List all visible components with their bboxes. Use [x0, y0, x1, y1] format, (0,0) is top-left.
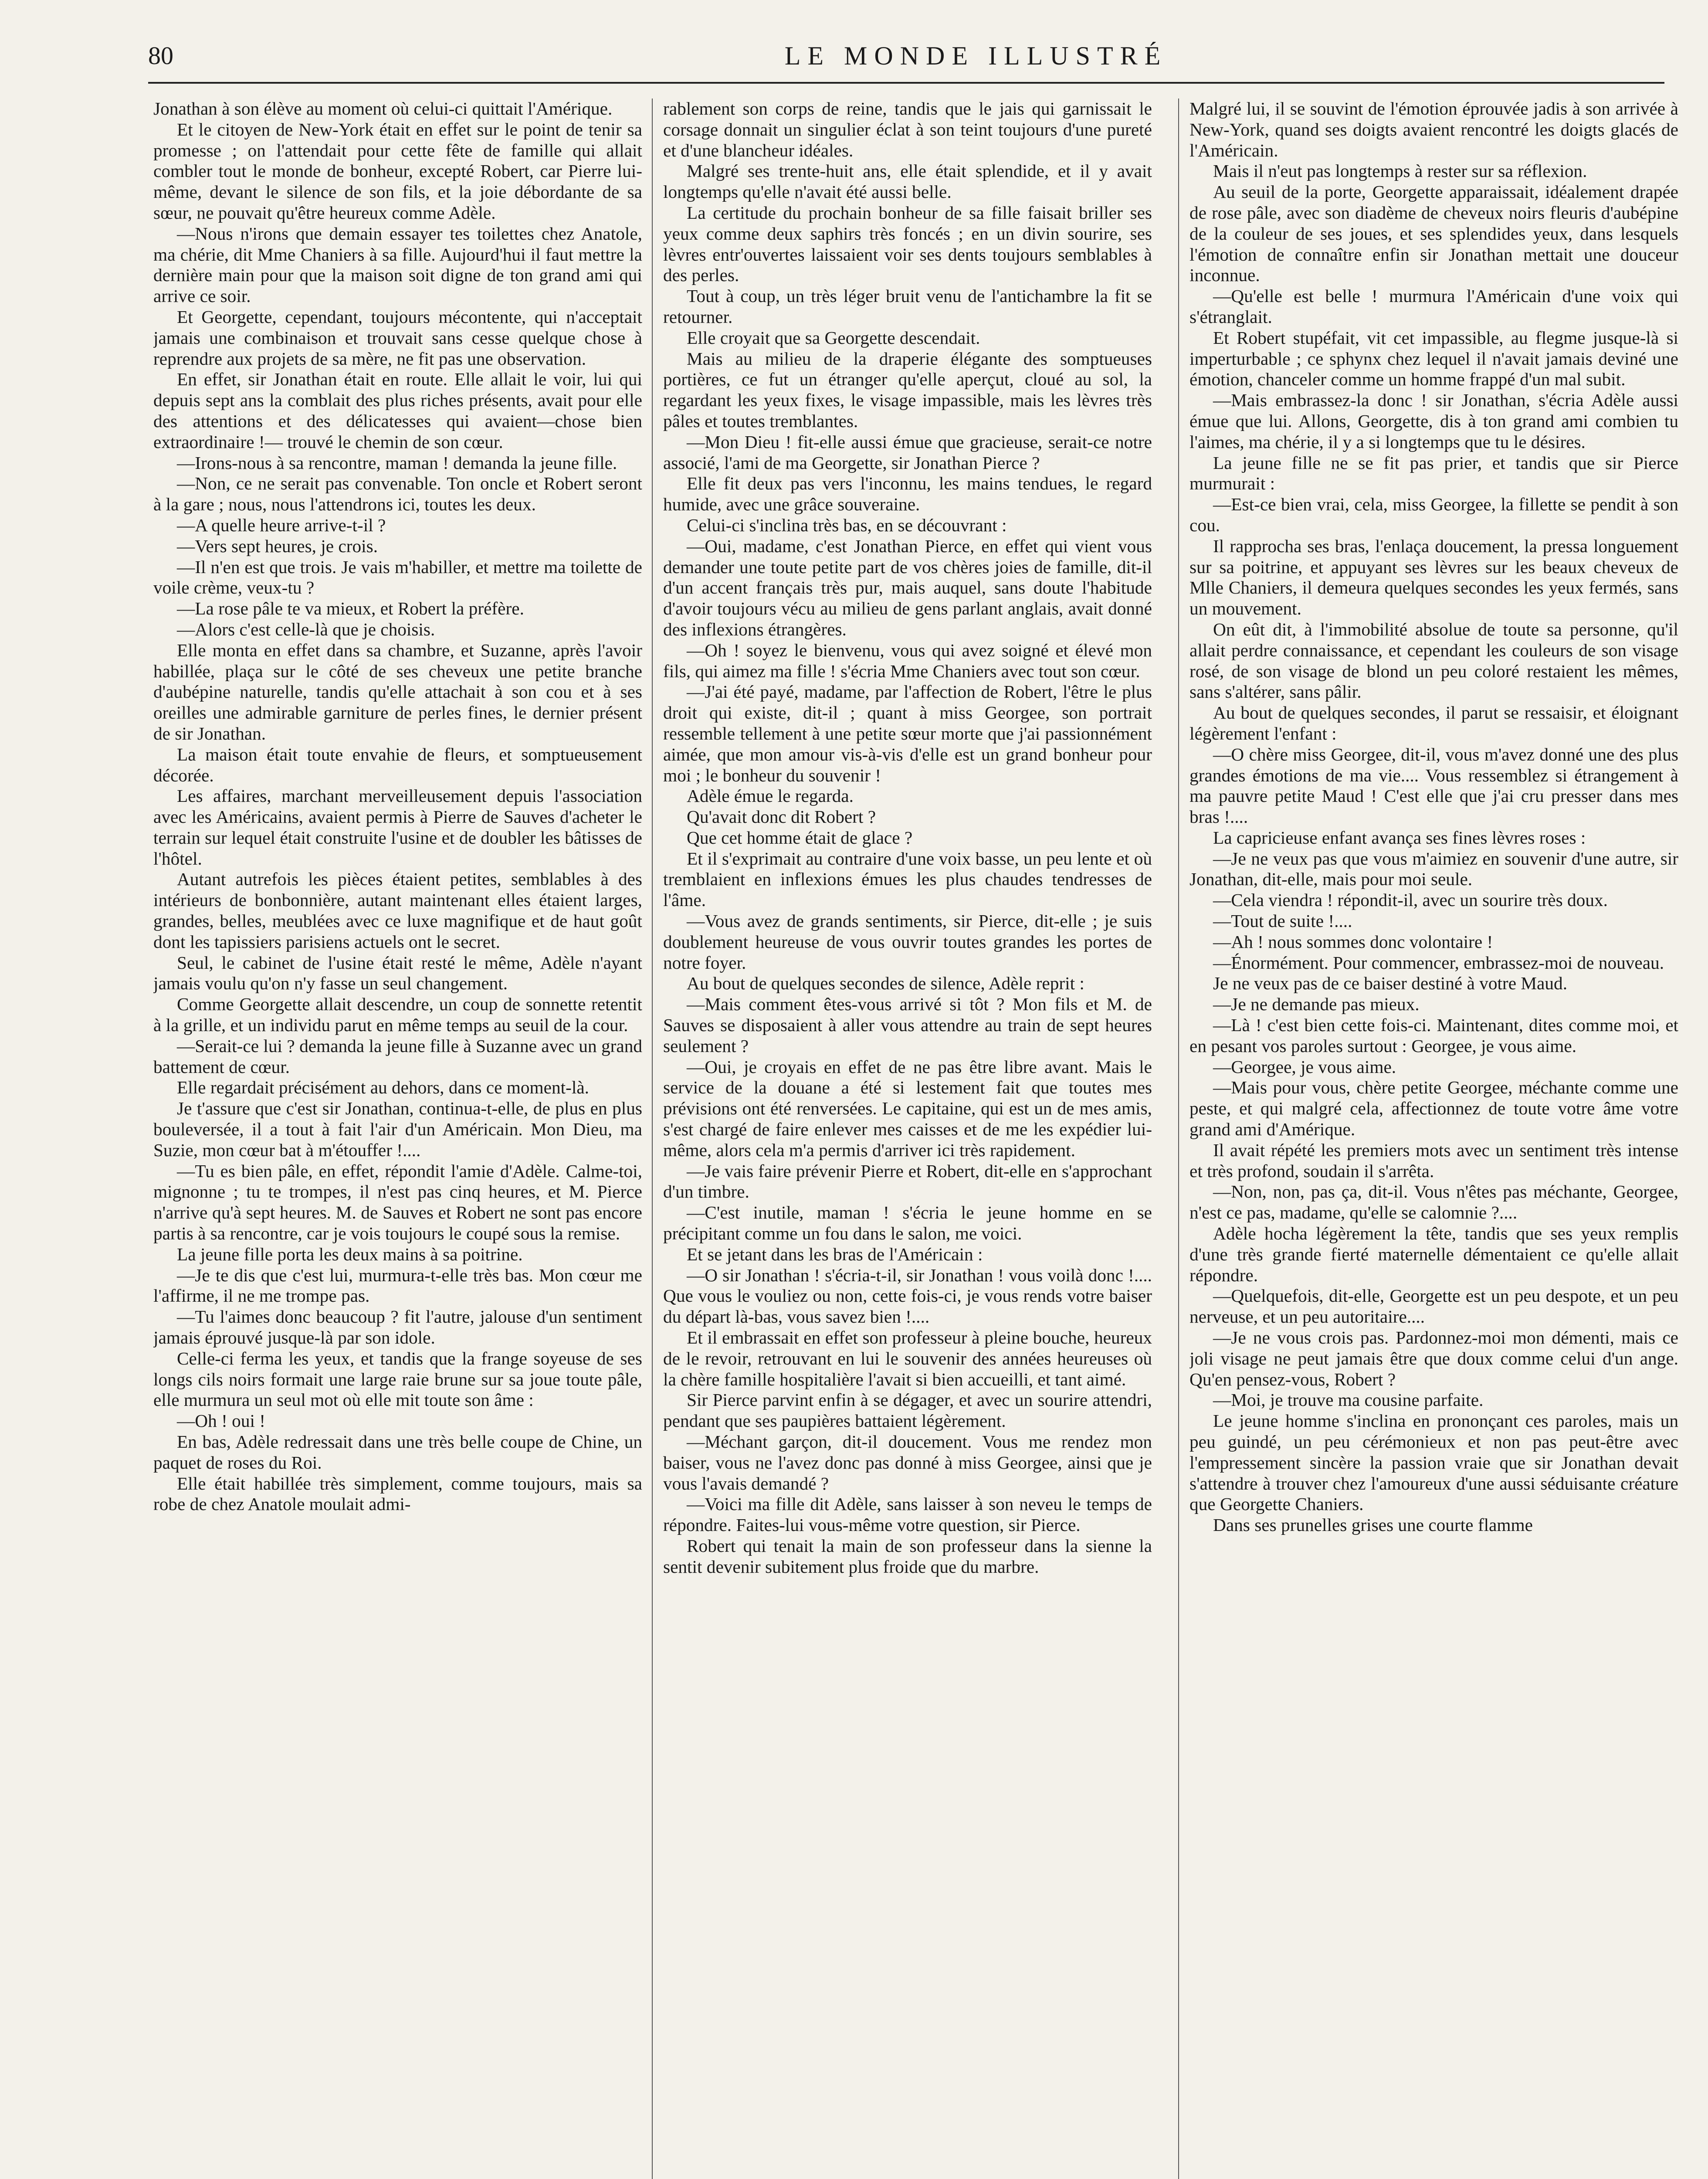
header-rule: [148, 82, 1664, 84]
paragraph: Robert qui tenait la main de son professeur dans la sienne la sentit devenir subitement plus froide que du marbre.: [663, 1535, 1152, 1577]
paragraph: —Énormément. Pour commencer, embrassez-moi de nouveau.: [1213, 952, 1664, 973]
paragraph: Malgré lui, il se souvint de l'émotion éprouvée jadis à son arrivée à New-York, quand ses doigts avaient rencontré les doigts glacés de l'Américain.: [1190, 98, 1678, 160]
paragraph: —Tu l'aimes donc beaucoup ? fit l'autre, jalouse d'un sentiment jamais éprouvé jusque-là par son idole.: [153, 1307, 642, 1348]
paragraph: La maison était toute envahie de fleurs, et somptueusement décorée.: [153, 744, 642, 785]
paragraph: —Il n'en est que trois. Je vais m'habiller, et mettre ma toilette de voile crème, veux-tu ?: [153, 557, 642, 598]
paragraph: —Qu'elle est belle ! murmura l'Américain d'une voix qui s'étranglait.: [1190, 286, 1678, 327]
paragraph: Dans ses prunelles grises une courte flamme: [1213, 1515, 1533, 1535]
paragraph: Mais il n'eut pas longtemps à rester sur sa réflexion.: [1213, 161, 1587, 181]
paragraph: —Je te dis que c'est lui, murmura-t-elle très bas. Mon cœur me l'affirme, il ne me trompe pas.: [153, 1265, 642, 1306]
paragraph: Au bout de quelques secondes de silence, Adèle reprit :: [687, 973, 1084, 994]
paragraph: En effet, sir Jonathan était en route. Elle allait le voir, lui qui depuis sept ans la comblait des plus riches présents, avait pour elle des attentions et des délicatesses qui avaient—chose bien extraordinaire !— trouvé le chemin de son cœur.: [153, 369, 642, 452]
paragraph: Adèle émue le regarda.: [687, 786, 854, 806]
paragraph: —Quelquefois, dit-elle, Georgette est un peu despote, et un peu nerveuse, et un peu autoritaire....: [1190, 1286, 1678, 1327]
paragraph: —Je ne demande pas mieux.: [1213, 994, 1420, 1015]
page-number: 80: [148, 41, 173, 70]
paragraph: —Là ! c'est bien cette fois-ci. Maintenant, dites comme moi, et en pesant vos paroles surtout : Georgee, je vous aime.: [1190, 1015, 1678, 1056]
paragraph: Je ne veux pas de ce baiser destiné à votre Maud.: [1213, 973, 1568, 994]
paragraph: Je t'assure que c'est sir Jonathan, continua-t-elle, de plus en plus bouleversée, il a tout à fait l'air d'un Américain. Mon Dieu, ma Suzie, mon cœur bat à m'étouffer !....: [153, 1098, 642, 1160]
paragraph: —Mon Dieu ! fit-elle aussi émue que gracieuse, serait-ce notre associé, l'ami de ma Georgette, sir Jonathan Pierce ?: [663, 431, 1152, 473]
paragraph: Jonathan à son élève au moment où celui-ci quittait l'Amérique.: [153, 98, 613, 119]
page-header: [148, 38, 1708, 73]
paragraph: Adèle hocha légèrement la tête, tandis que ses yeux remplis d'une très grande fierté maternelle démentaient ce qu'elle allait répondre.: [1190, 1223, 1678, 1285]
paragraph: Seul, le cabinet de l'usine était resté le même, Adèle n'ayant jamais voulu qu'on n'y fasse un seul changement.: [153, 952, 642, 994]
text-column-1: [153, 98, 642, 2179]
paragraph: Elle monta en effet dans sa chambre, et Suzanne, après l'avoir habillée, plaça sur le côté de ses cheveux une petite branche d'aubépine naturelle, tandis qu'elle attachait à son cou et à ses oreilles une admirable garniture de perles fines, le dernier présent de sir Jonathan.: [153, 640, 642, 743]
paragraph: Et Robert stupéfait, vit cet impassible, au flegme jusque-là si imperturbable ; ce sphynx chez lequel il n'avait jamais deviné une émotion, chanceler comme un homme frappé d'un mal subit.: [1190, 327, 1678, 390]
paragraph: On eût dit, à l'immobilité absolue de toute sa personne, qu'il allait perdre connaissance, et cependant les couleurs de son visage rosé, de son visage de blond un peu coloré restaient les mêmes, sans s'altérer, sans pâlir.: [1190, 619, 1678, 702]
paragraph: —O chère miss Georgee, dit-il, vous m'avez donné une des plus grandes émotions de ma vie.... Vous ressemblez si étrangement à ma pauvre petite Maud ! C'est elle que j'ai cru presser dans mes bras !....: [1190, 744, 1678, 827]
paragraph: En bas, Adèle redressait dans une très belle coupe de Chine, un paquet de roses du Roi.: [153, 1432, 642, 1473]
paragraph: —Serait-ce lui ? demanda la jeune fille à Suzanne avec un grand battement de cœur.: [153, 1035, 642, 1077]
paragraph: Au bout de quelques secondes, il parut se ressaisir, et éloignant légèrement l'enfant :: [1190, 703, 1678, 743]
paragraph: Celui-ci s'inclina très bas, en se découvrant :: [687, 515, 1007, 535]
paragraph: La capricieuse enfant avança ses fines lèvres roses :: [1213, 827, 1586, 848]
paragraph: Malgré ses trente-huit ans, elle était splendide, et il y avait longtemps qu'elle n'avait été aussi belle.: [663, 161, 1152, 202]
paragraph: —Je ne veux pas que vous m'aimiez en souvenir d'une autre, sir Jonathan, dit-elle, mais pour moi seule.: [1190, 848, 1678, 889]
paragraph: La certitude du prochain bonheur de sa fille faisait briller ses yeux comme deux saphirs très foncés ; en un divin sourire, ses lèvres entr'ouvertes laissaient voir ses dents toujours semblables à des perles.: [663, 202, 1152, 285]
paragraph: —Méchant garçon, dit-il doucement. Vous me rendez mon baiser, vous ne l'avez donc pas donné à miss Georgee, ainsi que je vous l'avais demandé ?: [663, 1432, 1152, 1493]
paragraph: —Est-ce bien vrai, cela, miss Georgee, la fillette se pendit à son cou.: [1190, 494, 1678, 535]
paragraph: Elle croyait que sa Georgette descendait.: [687, 327, 980, 348]
paragraph: Elle regardait précisément au dehors, dans ce moment-là.: [177, 1077, 589, 1098]
paragraph: Les affaires, marchant merveilleusement depuis l'association avec les Américains, avaient permis à Pierre de Sauves d'acheter le terrain sur lequel était construite l'usine et de doubler les bâtisses de l'hôtel.: [153, 786, 642, 869]
paragraph: rablement son corps de reine, tandis que le jais qui garnissait le corsage donnait un singulier éclat à son teint toujours d'une pureté et d'une blancheur idéales.: [663, 98, 1152, 160]
paragraph: Il avait répété les premiers mots avec un sentiment très intense et très profond, soudain il s'arrêta.: [1190, 1140, 1678, 1181]
paragraph: La jeune fille porta les deux mains à sa poitrine.: [177, 1244, 523, 1264]
paragraph: —Moi, je trouve ma cousine parfaite.: [1213, 1390, 1484, 1410]
paragraph: —Georgee, je vous aime.: [1213, 1056, 1396, 1077]
paragraph: La jeune fille ne se fit pas prier, et tandis que sir Pierce murmurait :: [1190, 452, 1678, 494]
text-column-3: [1190, 98, 1678, 2179]
paragraph: —Oui, je croyais en effet de ne pas être libre avant. Mais le service de la douane a été si lestement fait que toutes mes prévisions ont été renversées. Le capitaine, qui est un de mes amis, s'est chargé de faire enlever mes caisses et de me les expédier lui-même, alors cela m'a permis d'arriver ici très rapidement.: [663, 1056, 1152, 1160]
paragraph: Celle-ci ferma les yeux, et tandis que la frange soyeuse de ses longs cils noirs formait une large raie brune sur sa joue toute pâle, elle murmura un seul mot où elle mit toute son âme :: [153, 1348, 642, 1410]
column-divider: [1178, 98, 1179, 2179]
running-title: LE MONDE ILLUSTRÉ: [784, 41, 1168, 70]
paragraph: Sir Pierce parvint enfin à se dégager, et avec un sourire attendri, pendant que ses paupières battaient légèrement.: [663, 1390, 1152, 1431]
paragraph: Le jeune homme s'inclina en prononçant ces paroles, mais un peu guindé, un peu cérémonieux et non pas peut-être avec l'empressement sincère la passion vraie que sir Jonathan devait s'attendre à trouver chez l'amoureux d'une aussi séduisante créature que Georgette Chaniers.: [1190, 1411, 1678, 1514]
paragraph: —Non, ce ne serait pas convenable. Ton oncle et Robert seront à la gare ; nous, nous l'attendrons ici, toutes les deux.: [153, 473, 642, 515]
paragraph: Comme Georgette allait descendre, un coup de sonnette retentit à la grille, et un individu parut en même temps au seuil de la cour.: [153, 994, 642, 1035]
paragraph: —Oui, madame, c'est Jonathan Pierce, en effet qui vient vous demander une toute petite part de vos chères joies de famille, dit-il d'un accent français très pur, mais auquel, sans doute l'habitude d'avoir toujours vécu au milieu de gens parlant anglais, avait donné des inflexions étrangères.: [663, 536, 1152, 639]
paragraph: —Ah ! nous sommes donc volontaire !: [1213, 931, 1493, 952]
paragraph: Et se jetant dans les bras de l'Américain :: [687, 1244, 983, 1264]
paragraph: —Oh ! oui !: [177, 1411, 266, 1431]
paragraph: —Je vais faire prévenir Pierre et Robert, dit-elle en s'approchant d'un timbre.: [663, 1161, 1152, 1202]
paragraph: Il rapprocha ses bras, l'enlaça doucement, la pressa longuement sur sa poitrine, et appuyant ses lèvres sur les beaux cheveux de Mlle Chaniers, il demeura quelques secondes les yeux fermés, sans un mouvement.: [1190, 536, 1678, 619]
paragraph: —La rose pâle te va mieux, et Robert la préfère.: [177, 598, 524, 619]
paragraph: —Mais pour vous, chère petite Georgee, méchante comme une peste, et qui malgré cela, affectionnez de toute votre âme votre grand ami d'Amérique.: [1190, 1077, 1678, 1140]
paragraph: —Mais comment êtes-vous arrivé si tôt ? Mon fils et M. de Sauves se disposaient à aller vous attendre au train de sept heures seulement ?: [663, 994, 1152, 1056]
paragraph: —Vous avez de grands sentiments, sir Pierce, dit-elle ; je suis doublement heureuse de vous ouvrir toutes grandes les portes de notre foyer.: [663, 911, 1152, 973]
paragraph: —Nous n'irons que demain essayer tes toilettes chez Anatole, ma chérie, dit Mme Chaniers à sa fille. Aujourd'hui il faut mettre la dernière main pour que la maison soit digne de ton grand ami qui arrive ce soir.: [153, 223, 642, 306]
paragraph: Et le citoyen de New-York était en effet sur le point de tenir sa promesse ; on l'attendait pour cette fête de famille qui allait combler tout le monde de bonheur, excepté Robert, car Pierre lui-même, devant le silence de son fils, et la joie débordante de sa sœur, ne pouvait qu'être heureux comme Adèle.: [153, 119, 642, 223]
paragraph: —Je ne vous crois pas. Pardonnez-moi mon démenti, mais ce joli visage ne peut jamais être que doux comme celui d'un ange. Qu'en pensez-vous, Robert ?: [1190, 1327, 1678, 1389]
paragraph: Et il s'exprimait au contraire d'une voix basse, un peu lente et où tremblaient en inflexions émues les plus chaudes tendresses de l'âme.: [663, 848, 1152, 910]
paragraph: —Vers sept heures, je crois.: [177, 536, 378, 556]
column-divider: [652, 98, 653, 2179]
paragraph: Que cet homme était de glace ?: [687, 827, 913, 848]
paragraph: Et Georgette, cependant, toujours mécontente, qui n'acceptait jamais une combinaison et trouvait sans cesse quelque chose à reprendre aux projets de sa mère, ne fit pas une observation.: [153, 306, 642, 369]
paragraph: —Tout de suite !....: [1213, 911, 1352, 931]
paragraph: —Non, non, pas ça, dit-il. Vous n'êtes pas méchante, Georgee, n'est ce pas, madame, qu'elle se calomnie ?....: [1190, 1181, 1678, 1223]
paragraph: —Oh ! soyez le bienvenu, vous qui avez soigné et élevé mon fils, qui aimez ma fille ! s'écria Mme Chaniers avec tout son cœur.: [663, 640, 1152, 681]
paragraph: —Voici ma fille dit Adèle, sans laisser à son neveu le temps de répondre. Faites-lui vous-même votre question, sir Pierce.: [663, 1494, 1152, 1535]
paragraph: Mais au milieu de la draperie élégante des somptueuses portières, ce fut un étranger qu'elle aperçut, cloué au sol, la regardant les yeux fixes, le visage impassible, mais les lèvres très pâles et toutes tremblantes.: [663, 348, 1152, 431]
paragraph: —Mais embrassez-la donc ! sir Jonathan, s'écria Adèle aussi émue que lui. Allons, Georgette, dis à ton grand ami combien tu l'aimes, ma chérie, il y a si longtemps que tu le désires.: [1190, 390, 1678, 452]
paragraph: —Irons-nous à sa rencontre, maman ! demanda la jeune fille.: [177, 452, 617, 473]
paragraph: —Alors c'est celle-là que je choisis.: [177, 619, 435, 639]
paragraph: —Cela viendra ! répondit-il, avec un sourire très doux.: [1213, 890, 1608, 910]
paragraph: —Tu es bien pâle, en effet, répondit l'amie d'Adèle. Calme-toi, mignonne ; tu te trompes, il n'est pas cinq heures, et M. Pierce n'arrive qu'à sept heures. M. de Sauves et Robert ne sont pas encore partis à sa rencontre, car je vois toujours le coupé sous la remise.: [153, 1161, 642, 1244]
paragraph: —O sir Jonathan ! s'écria-t-il, sir Jonathan ! vous voilà donc !.... Que vous le vouliez ou non, cette fois-ci, je vous rends votre baiser du départ là-bas, vous savez bien !....: [663, 1265, 1152, 1327]
paragraph: Au seuil de la porte, Georgette apparaissait, idéalement drapée de rose pâle, avec son diadème de cheveux noirs fleuris d'aubépine de la couleur de ses joues, et ses splendides yeux, dans lesquels l'émotion de connaître enfin sir Jonathan mettait une douceur inconnue.: [1190, 182, 1678, 285]
paragraph: —A quelle heure arrive-t-il ?: [177, 515, 386, 535]
paragraph: —C'est inutile, maman ! s'écria le jeune homme en se précipitant comme un fou dans le salon, me voici.: [663, 1202, 1152, 1244]
paragraph: Elle était habillée très simplement, comme toujours, mais sa robe de chez Anatole moulait admi-: [153, 1473, 642, 1514]
paragraph: Tout à coup, un très léger bruit venu de l'antichambre la fit se retourner.: [663, 286, 1152, 327]
paragraph: Elle fit deux pas vers l'inconnu, les mains tendues, le regard humide, avec une grâce souveraine.: [663, 473, 1152, 515]
text-column-2: [663, 98, 1152, 2179]
paragraph: Qu'avait donc dit Robert ?: [687, 807, 876, 827]
paragraph: —J'ai été payé, madame, par l'affection de Robert, l'être le plus droit qui existe, dit-il ; quant à miss Georgee, son portrait ressemble tellement à une petite sœur morte que j'ai passionnément aimée, que mon amour vis-à-vis d'elle est un grand bonheur pour moi ; le bonheur du souvenir !: [663, 682, 1152, 785]
paragraph: Autant autrefois les pièces étaient petites, semblables à des intérieurs de bonbonnière, autant maintenant elles étaient larges, grandes, belles, meublées avec ce luxe magnifique et de haut goût dont les tapissiers parisiens actuels ont le secret.: [153, 869, 642, 952]
paragraph: Et il embrassait en effet son professeur à pleine bouche, heureux de le revoir, retrouvant en lui le souvenir des années heureuses où la chère famille hospitalière l'avait si bien accueilli, et tant aimé.: [663, 1327, 1152, 1389]
